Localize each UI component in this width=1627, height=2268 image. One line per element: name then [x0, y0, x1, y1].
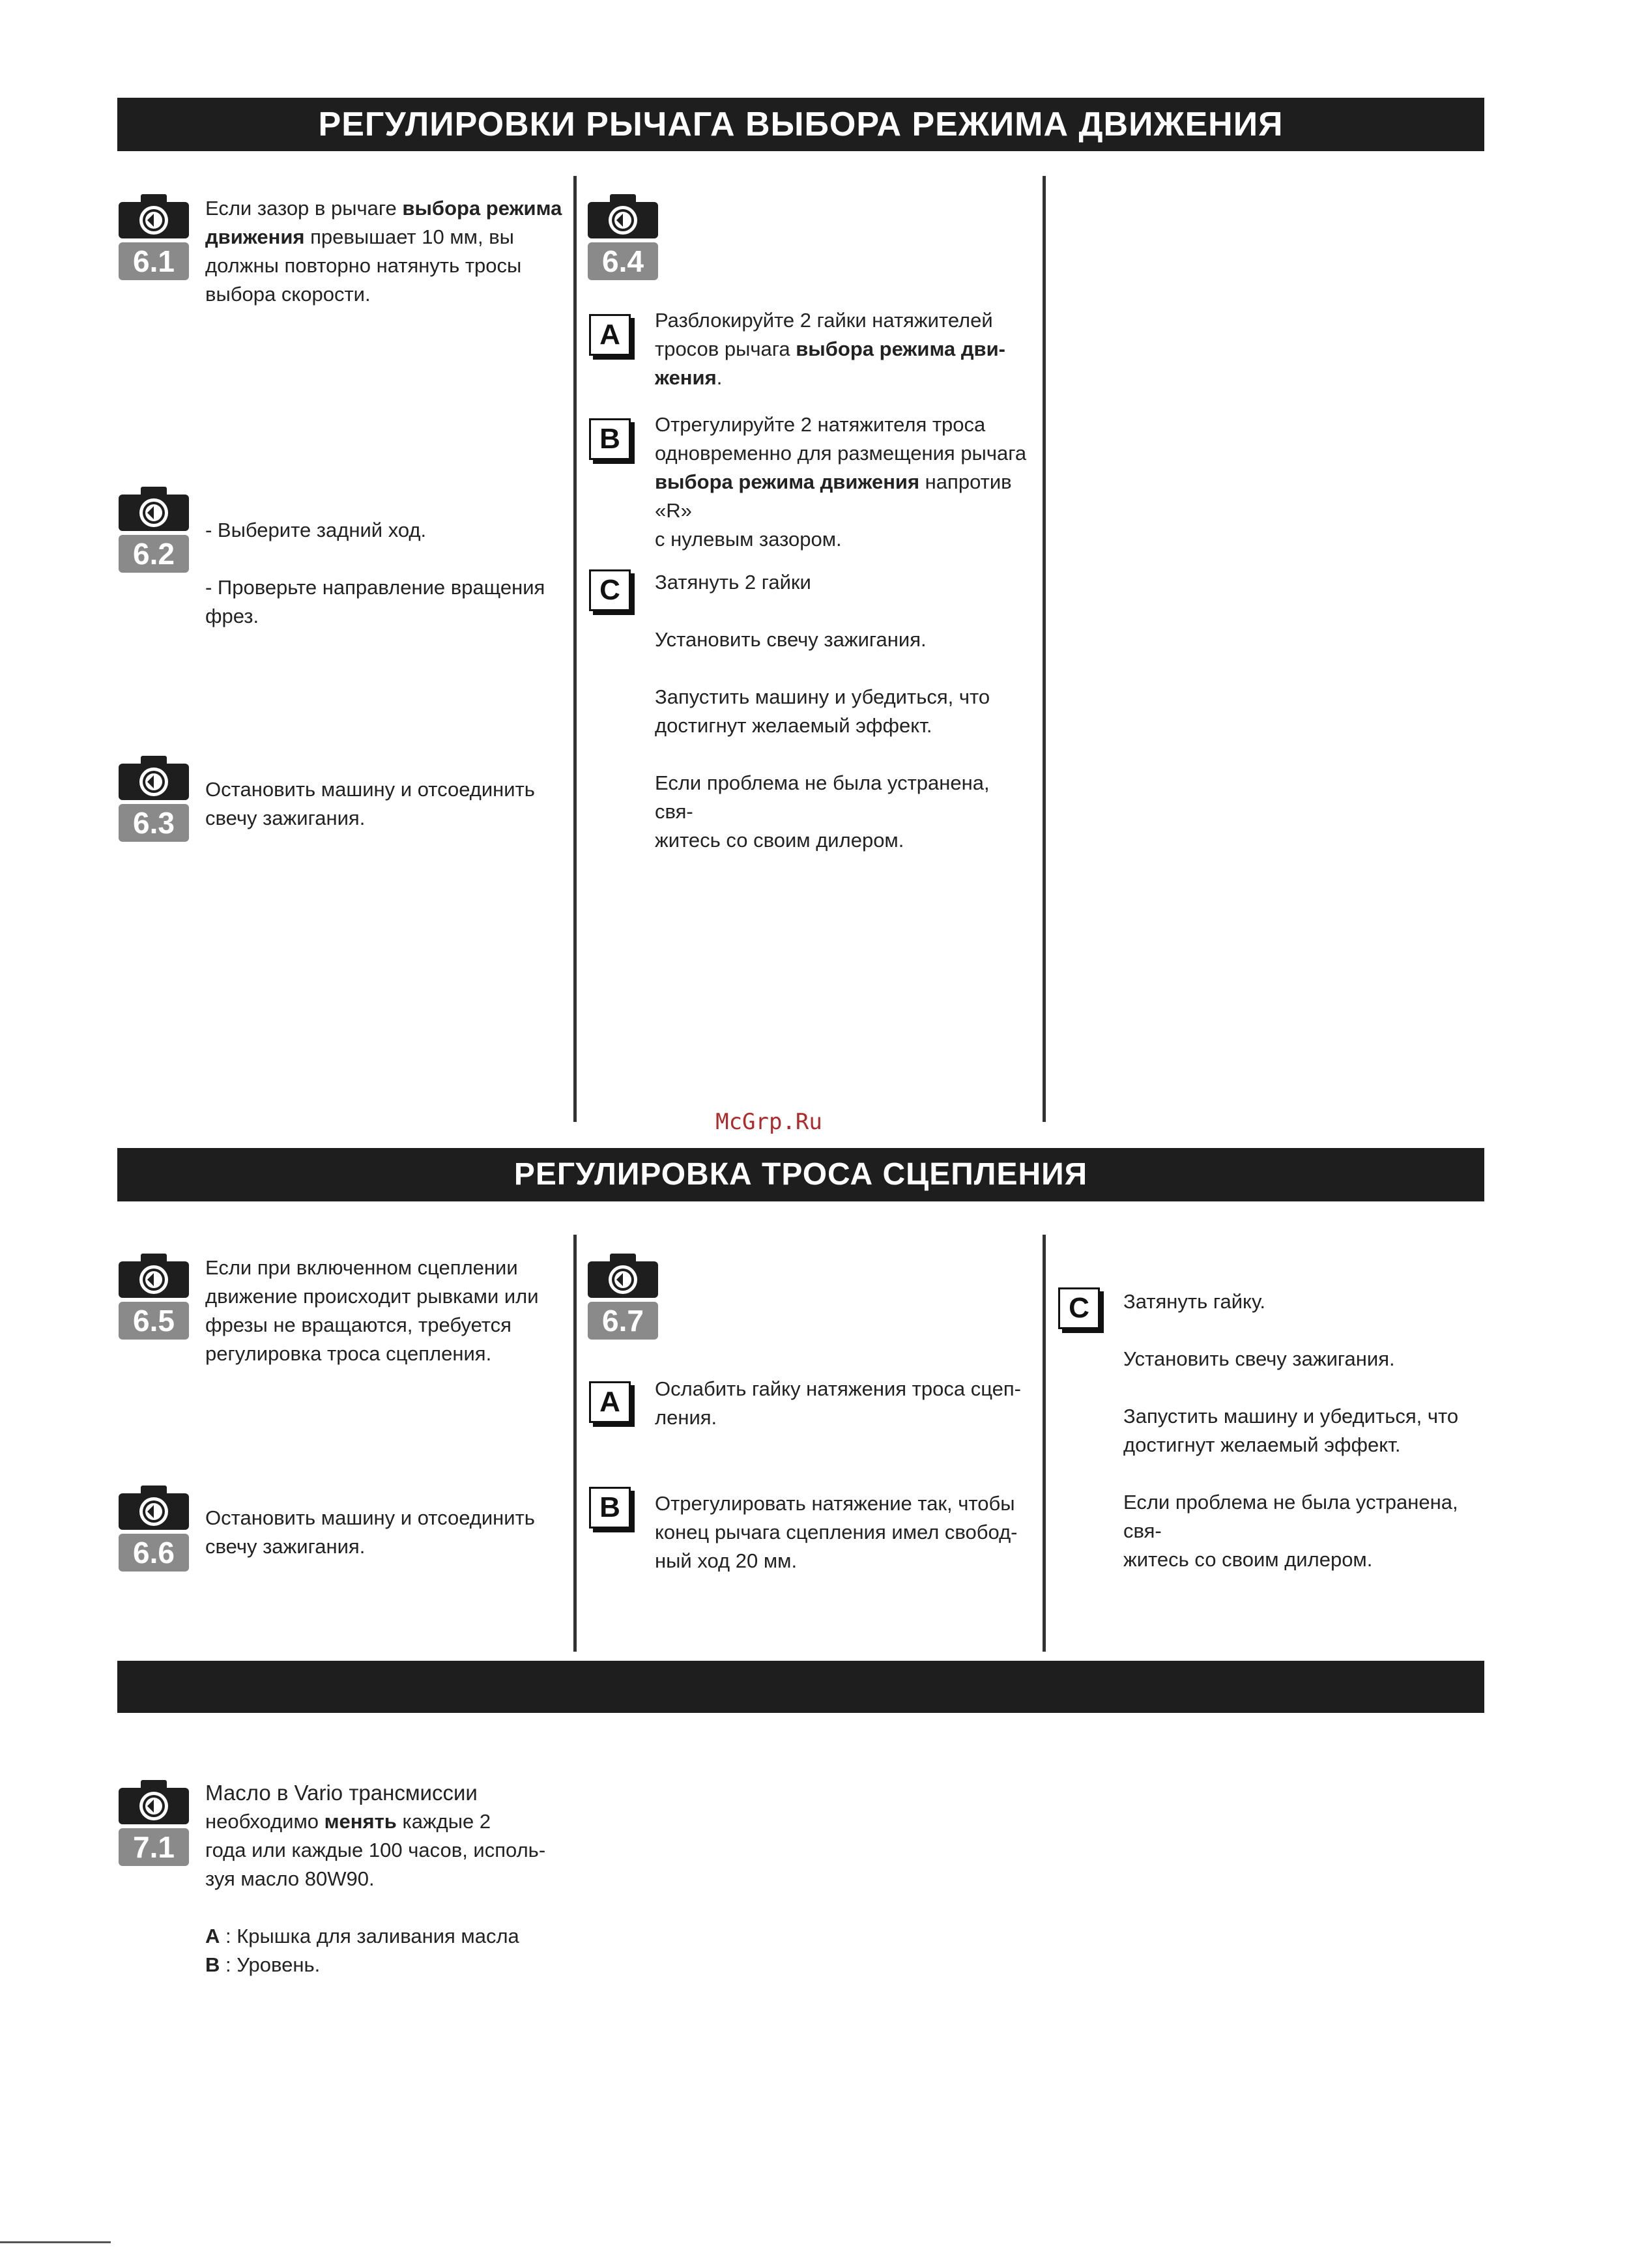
camera-icon: [119, 193, 189, 238]
letter-box-b: B: [589, 1487, 631, 1529]
step-6-3: [119, 754, 189, 842]
camera-icon: [119, 1252, 189, 1298]
step-6-2-text: - Выберите задний ход. - Проверьте направление вращения фрез.: [205, 519, 545, 627]
step-6-5-text: Если при включенном сцеплении движение происходит рывками или фрезы не вращаются, требуется регулировка троса сцепления.: [205, 1256, 539, 1365]
camera-icon: [119, 1484, 189, 1530]
step-6-7-b-text: Отрегулировать натяжение так, чтобы конец рычага сцепления имел свобод- ный ход 20 мм.: [655, 1492, 1018, 1572]
section-title-lever: РЕГУЛИРОВКИ РЫЧАГА ВЫБОРА РЕЖИМА ДВИЖЕНИЯ: [117, 98, 1484, 151]
section-title-bar: [117, 1661, 1484, 1713]
step-6-6-text: Остановить машину и отсоединить свечу зажигания.: [205, 1506, 535, 1558]
bottom-rule: [0, 2241, 111, 2243]
step-7-1: [119, 1779, 189, 1866]
camera-icon: [119, 485, 189, 531]
step-6-1-text: Если зазор в рычаге выбора режима движения превышает 10 мм, вы должны повторно натянуть тросы выбора скорости.: [205, 197, 562, 306]
watermark: McGrp.Ru: [715, 1109, 822, 1135]
letter-box-a: A: [589, 314, 631, 356]
step-6-5: [119, 1252, 189, 1340]
letter-box-b: B: [589, 418, 631, 460]
letter-box-a: A: [589, 1381, 631, 1423]
column-divider: [1043, 1235, 1046, 1652]
letter-box-c: C: [589, 569, 631, 611]
camera-icon: [588, 193, 658, 238]
camera-icon: [119, 754, 189, 800]
step-number: 6.3: [119, 804, 189, 842]
step-number: 6.2: [119, 535, 189, 573]
step-number: 7.1: [119, 1828, 189, 1866]
letter-box-c: C: [1058, 1287, 1100, 1329]
step-7-1-text: Масло в Vario трансмиссии необходимо менять каждые 2 года или каждые 100 часов, исполь- зуя масло 80W90. A : Крышка для заливания масла B : Уровень.: [205, 1781, 546, 1976]
step-number: 6.1: [119, 242, 189, 280]
step-number: 6.7: [588, 1302, 658, 1340]
step-6-7-c-text: Затянуть гайку. Установить свечу зажигания. Запустить машину и убедиться, что достигнут желаемый эффект. Если проблема не была устранена, свя- житесь со своим дилером.: [1123, 1290, 1459, 1571]
column-divider: [573, 176, 577, 1122]
section-title-clutch: РЕГУЛИРОВКА ТРОСА СЦЕПЛЕНИЯ: [117, 1148, 1484, 1201]
column-divider: [1043, 176, 1046, 1122]
step-number: 6.5: [119, 1302, 189, 1340]
step-6-2: [119, 485, 189, 573]
step-6-4-c-text: Затянуть 2 гайки Установить свечу зажигания. Запустить машину и убедиться, что достигнут желаемый эффект. Если проблема не была устранена, свя- житесь со своим дилером.: [655, 571, 990, 852]
step-6-7: [588, 1252, 658, 1340]
step-6-4: [588, 193, 658, 280]
step-number: 6.6: [119, 1534, 189, 1572]
column-divider: [573, 1235, 577, 1652]
camera-icon: [119, 1779, 189, 1824]
step-6-7-a-text: Ослабить гайку натяжения троса сцеп- ления.: [655, 1377, 1021, 1429]
step-6-3-text: Остановить машину и отсоединить свечу зажигания.: [205, 778, 535, 829]
step-number: 6.4: [588, 242, 658, 280]
step-6-4-a-text: Разблокируйте 2 гайки натяжителей тросов рычага выбора режима дви- жения.: [655, 309, 1005, 389]
step-6-4-b-text: Отрегулируйте 2 натяжителя троса одновременно для размещения рычага выбора режима движения напротив «R» с нулевым зазором.: [655, 413, 1027, 551]
step-6-1: [119, 193, 189, 280]
step-6-6: [119, 1484, 189, 1572]
camera-icon: [588, 1252, 658, 1298]
